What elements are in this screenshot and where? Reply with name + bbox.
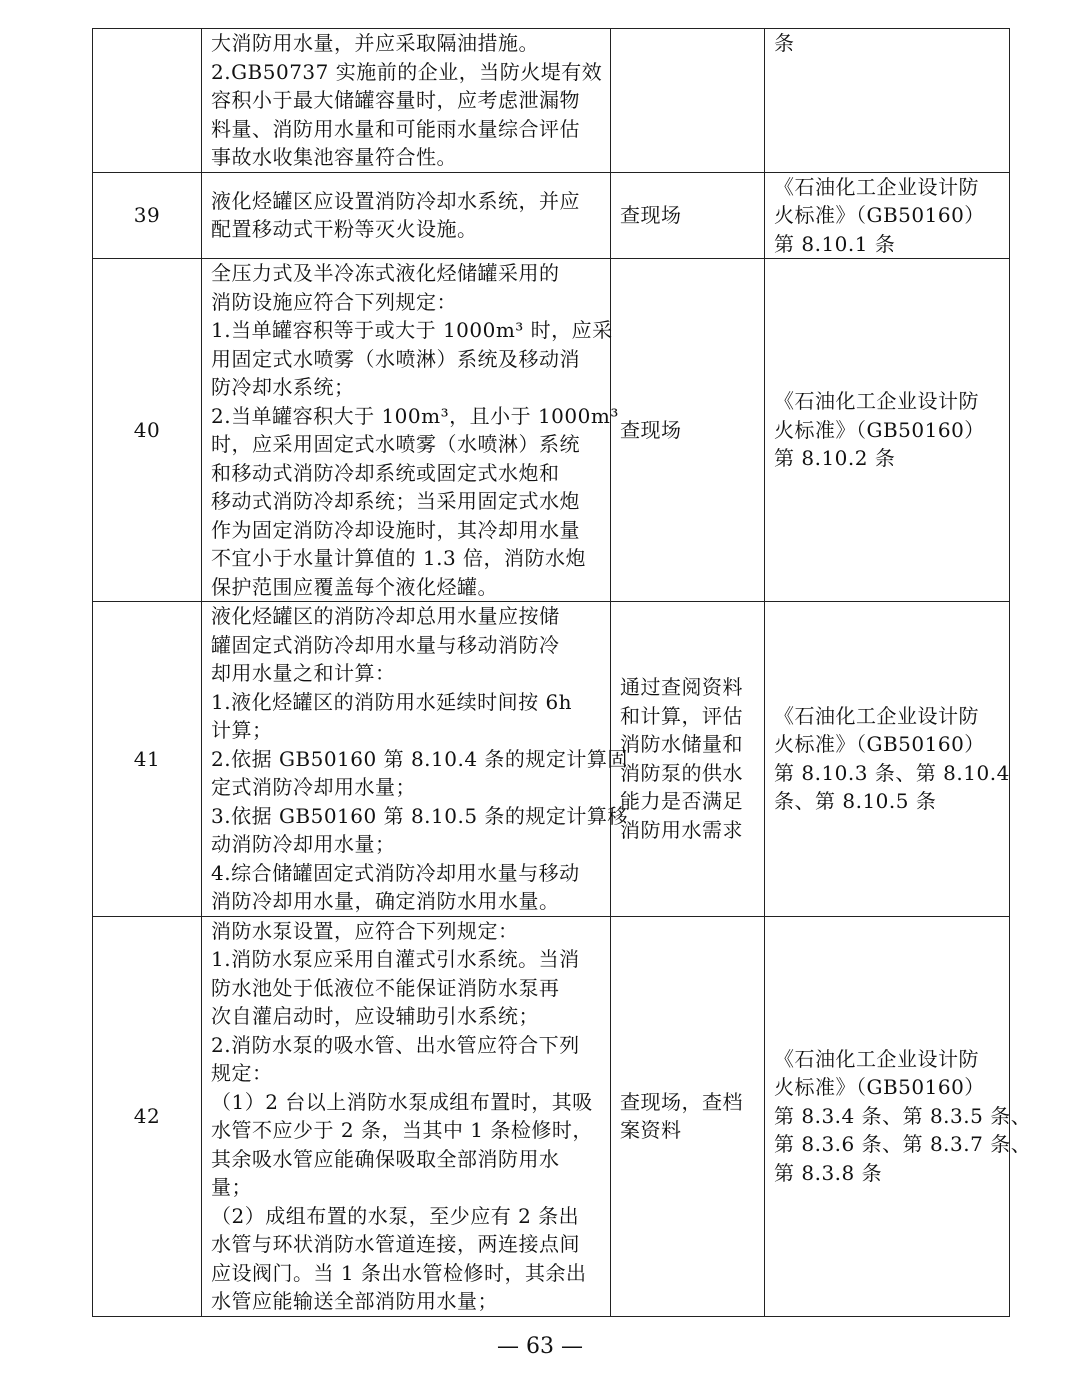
requirement-line: 消防冷却用水量，确定消防水用水量。 — [211, 889, 560, 913]
requirement-line: 2.GB50737 实施前的企业，当防火堤有效 — [211, 59, 603, 84]
basis-line: 《石油化工企业设计防 — [774, 1046, 979, 1071]
requirement-line: 次自灌启动时，应设辅助引水系统； — [211, 1004, 539, 1028]
requirement-line: 2.当单罐容积大于 100m³，且小于 1000m³ — [211, 403, 619, 428]
table-row — [93, 602, 1010, 917]
method-cell: 查现场 — [611, 172, 765, 259]
requirement-cell — [202, 259, 619, 602]
requirement-line: 3.依据 GB50160 第 8.10.5 条的规定计算移 — [211, 803, 628, 828]
table-row — [93, 172, 1010, 259]
requirement-line: 液化烃罐区的消防冷却总用水量应按储 — [211, 604, 560, 628]
requirement-line: （2）成组布置的水泵，至少应有 2 条出 — [211, 1203, 580, 1228]
requirement-line: 防水池处于低液位不能保证消防水泵再 — [211, 975, 560, 1000]
table-row — [93, 29, 1010, 173]
requirement-line: 1.液化烃罐区的消防用水延续时间按 6h — [211, 689, 573, 714]
method-line: 消防水储量和 — [620, 732, 743, 757]
requirement-line: 大消防用水量，并应采取隔油措施。 — [211, 31, 539, 55]
requirement-line: 全压力式及半冷冻式液化烃储罐采用的 — [211, 261, 560, 285]
method-line: 能力是否满足 — [620, 789, 743, 814]
requirement-line: 料量、消防用水量和可能雨水量综合评估 — [211, 116, 580, 141]
row-number-cell — [93, 29, 202, 173]
row-number-cell: 42 — [93, 916, 202, 1316]
inspection-table — [92, 28, 1032, 1317]
row-number-cell: 40 — [93, 259, 202, 602]
requirement-cell — [202, 29, 611, 173]
requirement-line: 1.当单罐容积等于或大于 1000m³ 时，应采 — [211, 318, 613, 342]
requirement-line: 应设阀门。当 1 条出水管检修时，其余出 — [211, 1260, 587, 1285]
requirement-line: 作为固定消防冷却设施时，其冷却用水量 — [211, 517, 580, 542]
method-line: 通过查阅资料 — [620, 675, 743, 700]
requirement-line: 却用水量之和计算： — [211, 661, 396, 685]
basis-line: 《石油化工企业设计防 — [774, 703, 979, 728]
method-cell — [611, 916, 765, 1316]
requirement-line: 动消防冷却用水量； — [211, 832, 396, 856]
method-cell: 查现场 — [611, 259, 765, 602]
requirement-line: 其余吸水管应能确保吸取全部消防用水 — [211, 1146, 560, 1171]
basis-line: 第 8.10.1 条 — [774, 231, 896, 256]
requirement-line: 液化烃罐区应设置消防冷却水系统，并应 — [211, 188, 580, 213]
basis-line: 第 8.3.6 条、第 8.3.7 条、 — [774, 1132, 1032, 1157]
requirement-line: 容积小于最大储罐容量时，应考虑泄漏物 — [211, 88, 580, 112]
basis-line: 火标准》（GB50160） — [774, 1075, 985, 1100]
basis-line: 火标准》（GB50160） — [774, 732, 985, 757]
basis-line: 条 — [774, 31, 795, 55]
requirement-line: 水管应能输送全部消防用水量； — [211, 1289, 498, 1313]
requirement-line: 保护范围应覆盖每个液化烃罐。 — [211, 574, 498, 599]
requirement-line: 移动式消防冷却系统；当采用固定式水炮 — [211, 489, 580, 513]
method-line: 案资料 — [620, 1118, 682, 1142]
requirement-line: 时，应采用固定式水喷雾（水喷淋）系统 — [211, 432, 580, 456]
method-line: 消防用水需求 — [620, 817, 743, 842]
requirement-line: 消防设施应符合下列规定： — [211, 289, 457, 314]
basis-line: 第 8.3.8 条 — [774, 1160, 883, 1185]
table-row — [93, 916, 1010, 1316]
requirement-line: 不宜小于水量计算值的 1.3 倍，消防水炮 — [211, 546, 587, 570]
requirement-cell — [202, 602, 628, 917]
requirement-line: 定式消防冷却用水量； — [211, 775, 416, 799]
method-cell — [611, 29, 765, 173]
method-line: 和计算，评估 — [620, 703, 743, 728]
requirement-cell — [202, 172, 611, 259]
requirement-line: 用固定式水喷雾（水喷淋）系统及移动消 — [211, 346, 580, 371]
basis-cell — [765, 29, 1010, 173]
basis-line: 火标准》（GB50160） — [774, 417, 985, 442]
basis-line: 第 8.10.2 条 — [774, 446, 896, 471]
row-number-cell: 39 — [93, 172, 202, 259]
requirement-line: 和移动式消防冷却系统或固定式水炮和 — [211, 460, 560, 485]
basis-cell — [765, 602, 1010, 917]
requirement-line: 2.消防水泵的吸水管、出水管应符合下列 — [211, 1032, 580, 1057]
basis-cell — [765, 916, 1032, 1316]
basis-line: 条、第 8.10.5 条 — [774, 789, 937, 814]
requirement-line: 2.依据 GB50160 第 8.10.4 条的规定计算固 — [211, 746, 628, 771]
basis-line: 第 8.3.4 条、第 8.3.5 条、 — [774, 1103, 1032, 1128]
page-number: — 63 — — [497, 1334, 583, 1359]
requirement-line: （1）2 台以上消防水泵成组布置时，其吸 — [211, 1089, 593, 1114]
requirement-line: 量； — [211, 1175, 252, 1199]
requirement-line: 计算； — [211, 718, 273, 742]
basis-line: 火标准》（GB50160） — [774, 203, 985, 227]
table-row — [93, 259, 1010, 602]
requirement-line: 消防水泵设置，应符合下列规定： — [211, 918, 519, 943]
requirement-line: 罐固定式消防冷却用水量与移动消防冷 — [211, 632, 560, 657]
basis-line: 第 8.10.3 条、第 8.10.4 — [774, 760, 1010, 785]
requirement-line: 1.消防水泵应采用自灌式引水系统。当消 — [211, 947, 580, 971]
requirement-line: 事故水收集池容量符合性。 — [211, 145, 457, 169]
requirement-line: 4.综合储罐固定式消防冷却用水量与移动 — [211, 860, 580, 885]
basis-line: 《石油化工企业设计防 — [774, 174, 979, 199]
requirement-cell — [202, 916, 611, 1316]
requirement-line: 配置移动式干粉等灭火设施。 — [211, 217, 478, 242]
method-cell — [611, 602, 765, 917]
requirement-line: 水管不应少于 2 条，当其中 1 条检修时， — [211, 1118, 593, 1142]
basis-cell — [765, 172, 1010, 259]
row-number-cell: 41 — [93, 602, 202, 917]
basis-cell — [765, 259, 1010, 602]
requirement-line: 防冷却水系统； — [211, 375, 355, 399]
method-line: 查现场，查档 — [620, 1089, 743, 1114]
basis-line: 《石油化工企业设计防 — [774, 389, 979, 414]
method-line: 消防泵的供水 — [620, 760, 743, 785]
requirement-line: 水管与环状消防水管道连接，两连接点间 — [211, 1232, 580, 1256]
requirement-line: 规定： — [211, 1061, 273, 1085]
